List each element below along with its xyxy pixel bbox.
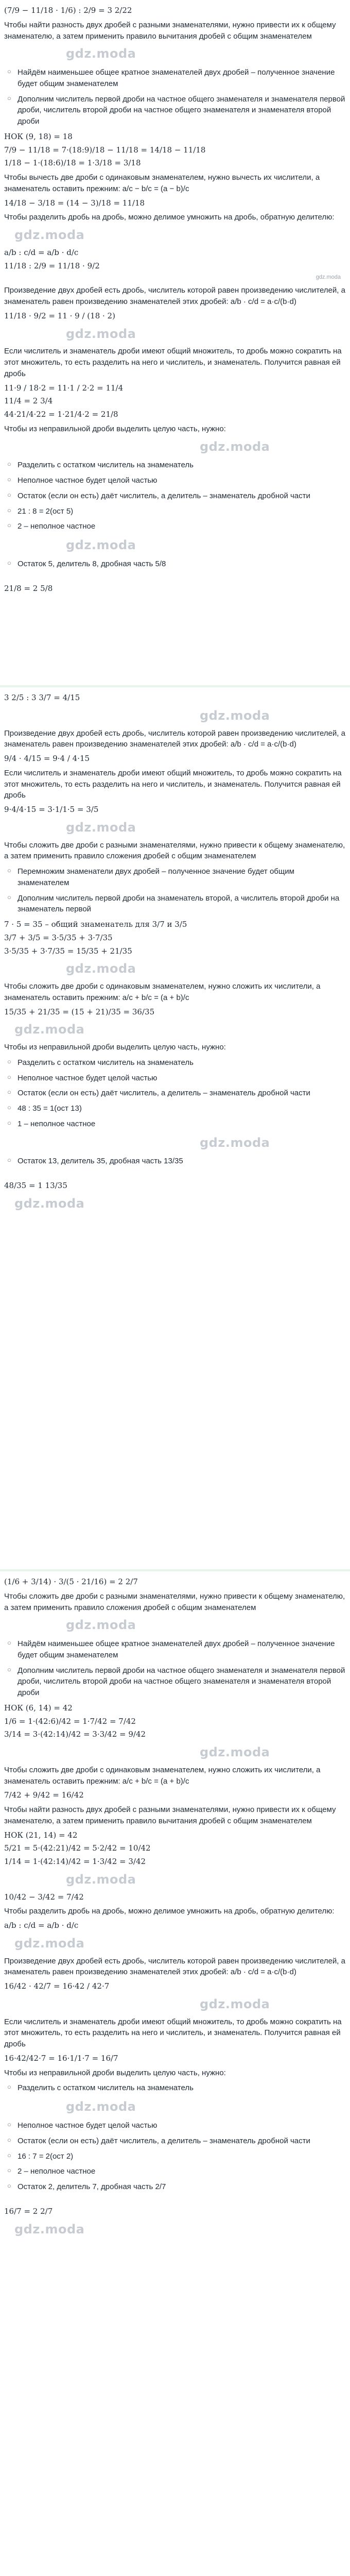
watermark: gdz.moda xyxy=(66,326,136,341)
rule-text: Чтобы разделить дробь на дробь, можно делимое умножить на дробь, обратную делителю: xyxy=(4,213,335,222)
watermark: gdz.moda xyxy=(66,538,136,553)
nok-line: НОК (21, 14) = 42 xyxy=(4,1830,78,1840)
watermark: gdz.moda xyxy=(200,708,270,723)
example-item: ○ Остаток 2, делитель 7, дробная часть 2/7 xyxy=(6,2181,346,2193)
rule-text: Если числитель и знаменатель дроби имеют общий множитель, то дробь можно сократить на этот множитель, то есть разделить на него и числитель, и знаменатель. Получится равная ей дробь xyxy=(4,2017,342,2049)
calc-line: 44·21/4·22 = 1·21/4·2 = 21/8 xyxy=(4,410,118,419)
watermark: gdz.moda xyxy=(200,439,270,454)
nok-line: НОК (9, 18) = 18 xyxy=(4,131,73,141)
rule-text: Чтобы из неправильной дроби выделить целую часть, нужно: xyxy=(4,2068,226,2077)
step-item: ○ Разделить с остатком числитель на знаменатель xyxy=(6,1057,346,1069)
watermark: gdz.moda xyxy=(66,1618,136,1633)
answer-line: 21/8 = 2 5/8 xyxy=(4,583,53,593)
calc-line: 3·5/35 + 3·7/35 = 15/35 + 21/35 xyxy=(4,946,132,956)
calc-line: 11/18 · 9/2 = 11 · 9 / (18 · 2) xyxy=(4,311,115,320)
example-item: ○ 2 – неполное частное xyxy=(6,521,346,532)
rule-text: Произведение двух дробей есть дробь, числитель которой равен произведению числителей, а знаменатель равен произведению знаменателей этих дробей: a/b · c/d = a·c/(b·d) xyxy=(4,1956,345,1977)
rule-text: Произведение двух дробей есть дробь, числитель которой равен произведению числителей, а знаменатель равен произведению знаменателей этих дробей: a/b · c/d = a·c/(b·d) xyxy=(4,286,345,307)
rule-text: Чтобы вычесть две дроби с одинаковым знаменателем, нужно вычесть их числители, а знаменатель оставить прежним: a/c − b/c = (a − b)/c xyxy=(4,173,320,193)
step-item: ○ Неполное частное будет целой частью xyxy=(6,1073,346,1084)
step-item: ○ Разделить с остатком числитель на знаменатель xyxy=(6,460,346,471)
calc-line: 11·9 / 18·2 = 11·1 / 2·2 = 11/4 xyxy=(4,383,124,393)
example-item: ○ 21 : 8 = 2(ост 5) xyxy=(6,506,346,517)
example-item: ○ Остаток 13, делитель 35, дробная часть 13/35 xyxy=(6,1156,346,1167)
watermark: gdz.moda xyxy=(200,1996,270,2011)
step-item: ○ Неполное частное будет целой частью xyxy=(6,475,346,486)
watermark: gdz.moda xyxy=(14,228,85,243)
calc-line: 5/21 = 5·(42:21)/42 = 5·2/42 = 10/42 xyxy=(4,1843,151,1853)
calc-line: 7/42 + 9/42 = 16/42 xyxy=(4,1790,84,1800)
calc-line: 11/4 = 2 3/4 xyxy=(4,396,53,406)
watermark: gdz.moda xyxy=(66,1872,136,1887)
calc-line: 11/18 : 2/9 = 11/18 · 9/2 xyxy=(4,261,100,270)
example-item: ○ Остаток 5, делитель 8, дробная часть 5/8 xyxy=(6,558,346,570)
rule-text: Чтобы сложить две дроби с одинаковым знаменателем, нужно сложить их числители, а знаменатель оставить прежним: a/c + b/c = (a + b)/c xyxy=(4,982,321,1002)
calc-line: 14/18 − 3/18 = (14 − 3)/18 = 11/18 xyxy=(4,198,145,208)
formula-line: a/b : c/d = a/b · d/c xyxy=(4,247,79,257)
bullet-item: ○ Дополним числитель первой дроби на частное общего знаменателя и знаменателя первой дроби, числитель второй дроби на частное общего знаменателя и знаменателя второй дроби xyxy=(6,1665,346,1699)
calc-line: 15/35 + 21/35 = (15 + 21)/35 = 36/35 xyxy=(4,1007,155,1016)
calc-line: 16·42/42·7 = 16·1/1·7 = 16/7 xyxy=(4,2053,118,2063)
bullet-item: ○ Дополним числитель первой дроби на знаменатель второй, а числитель второй дроби на знаменатель первой xyxy=(6,893,346,916)
step-item: ○ Разделить с остатком числитель на знаменатель xyxy=(6,2082,346,2094)
calc-line: 16/42 · 42/7 = 16·42 / 42·7 xyxy=(4,1981,110,1991)
calc-line: 9/4 · 4/15 = 9·4 / 4·15 xyxy=(4,754,90,764)
calc-line: 1/18 − 1·(18:6)/18 = 1·3/18 = 3/18 xyxy=(4,158,141,168)
step-item: ○ Остаток (если он есть) даёт числитель, а делитель – знаменатель дробной части xyxy=(6,2136,346,2147)
solution-block-3 xyxy=(0,1571,350,2576)
rule-text: Чтобы найти разность двух дробей с разными знаменателями, нужно привести их к общему знаменателю, а затем применить правило вычитания дробей с общим знаменателем xyxy=(4,1805,336,1825)
step-item: ○ Остаток (если он есть) даёт числитель, а делитель – знаменатель дробной части xyxy=(6,1088,346,1099)
watermark: gdz.moda xyxy=(66,46,136,61)
calc-line: 3/7 + 3/5 = 3·5/35 + 3·7/35 xyxy=(4,933,113,942)
watermark: gdz.moda xyxy=(66,961,136,976)
step-item: ○ Остаток (если он есть) даёт числитель, а делитель – знаменатель дробной части xyxy=(6,490,346,502)
rule-text: Чтобы сложить две дроби с одинаковым знаменателем, нужно сложить их числители, а знаменатель оставить прежним: a/c + b/c = (a + b)/c xyxy=(4,1765,321,1786)
calc-line: 3/14 = 3·(42:14)/42 = 3·3/42 = 9/42 xyxy=(4,1730,146,1739)
calc-line: 1/14 = 1·(42:14)/42 = 1·3/42 = 3/42 xyxy=(4,1857,146,1867)
solution-block-2 xyxy=(0,687,350,1569)
calc-line: 1/6 = 1·(42:6)/42 = 1·7/42 = 7/42 xyxy=(4,1716,136,1726)
intro-text: Чтобы сложить две дроби с разными знаменателями, нужно привести к общему знаменателю, а затем применить правило сложения дробей с общим знаменателем xyxy=(4,1591,345,1612)
rule-text: Если числитель и знаменатель дроби имеют общий множитель, то дробь можно сократить на этот множитель, то есть разделить на него и числитель, и знаменатель. Получится равная ей дробь xyxy=(4,347,342,378)
watermark: gdz.moda xyxy=(14,2222,85,2236)
watermark: gdz.moda xyxy=(66,820,136,835)
bullet-item: ○ Перемножим знаменатели двух дробей – полученное значение будет общим знаменателем xyxy=(6,866,346,889)
watermark: gdz.moda xyxy=(66,2099,136,2114)
nok-line: НОК (6, 14) = 42 xyxy=(4,1703,73,1713)
intro-text: Чтобы найти разность двух дробей с разными знаменателями, нужно привести их к общему знаменателю, а затем применить правило вычитания дробей с общим знаменателем xyxy=(4,20,336,41)
rule-text: Если числитель и знаменатель дроби имеют общий множитель, то дробь можно сократить на этот множитель, то есть разделить на него и числитель, и знаменатель. Получится равная ей дробь xyxy=(4,768,342,800)
small-watermark: gdz.moda xyxy=(316,274,341,281)
calc-line: 7/9 − 11/18 = 7·(18:9)/18 − 11/18 = 14/18 − 11/18 xyxy=(4,145,206,155)
task-header: 3 2/5 : 3 3/7 = 4/15 xyxy=(4,693,80,702)
example-item: ○ 48 : 35 = 1(ост 13) xyxy=(6,1103,346,1114)
example-item: ○ 16 : 7 = 2(ост 2) xyxy=(6,2151,346,2162)
calc-line: 9·4/4·15 = 3·1/1·5 = 3/5 xyxy=(4,805,99,815)
rule-text: Чтобы из неправильной дроби выделить целую часть, нужно: xyxy=(4,1043,226,1052)
task-header: (7/9 − 11/18 · 1/6) : 2/9 = 3 2/22 xyxy=(4,6,132,15)
watermark: gdz.moda xyxy=(200,1745,270,1760)
task-header: (1/6 + 3/14) · 3/(5 · 21/16) = 2 2/7 xyxy=(4,1577,138,1586)
bullet-item: ○ Найдём наименьшее общее кратное знаменателей двух дробей – полученное значение будет общим знаменателем xyxy=(6,1638,346,1661)
watermark: gdz.moda xyxy=(14,1936,85,1951)
bullet-item: ○ Найдём наименьшее общее кратное знаменателей двух дробей – полученное значение будет общим знаменателем xyxy=(6,67,346,90)
step-item: ○ Неполное частное будет целой частью xyxy=(6,2120,346,2131)
answer-line: 48/35 = 1 13/35 xyxy=(4,1181,67,1191)
rule-text: Чтобы сложить две дроби с разными знаменателями, нужно привести к общему знаменателю, а затем применить правило сложения дробей с общим знаменателем xyxy=(4,840,345,861)
watermark: gdz.moda xyxy=(200,1135,270,1150)
rule-text: Чтобы разделить дробь на дробь, можно делимое умножить на дробь, обратную делителю: xyxy=(4,1907,335,1916)
rule-text: Чтобы из неправильной дроби выделить целую часть, нужно: xyxy=(4,424,226,433)
example-item: ○ 2 – неполное частное xyxy=(6,2166,346,2177)
example-item: ○ 1 – неполное частное xyxy=(6,1118,346,1130)
calc-line: 10/42 − 3/42 = 7/42 xyxy=(4,1892,84,1902)
answer-line: 16/7 = 2 2/7 xyxy=(4,2206,53,2216)
bullet-item: ○ Дополним числитель первой дроби на частное общего знаменателя и знаменателя первой дроби, числитель второй дроби на частное общего знаменателя и знаменателя второй дроби xyxy=(6,94,346,127)
watermark: gdz.moda xyxy=(14,1196,85,1211)
watermark: gdz.moda xyxy=(14,1022,85,1037)
intro-text: Произведение двух дробей есть дробь, числитель которой равен произведению числителей, а знаменатель равен произведению знаменателей этих дробей: a/b · c/d = a·c/(b·d) xyxy=(4,728,345,749)
formula-line: a/b : c/d = a/b · d/c xyxy=(4,1921,79,1930)
nok-line: 7 · 5 = 35 – общий знаменатель для 3/7 и 3/5 xyxy=(4,920,187,929)
solution-block-1 xyxy=(0,0,350,685)
